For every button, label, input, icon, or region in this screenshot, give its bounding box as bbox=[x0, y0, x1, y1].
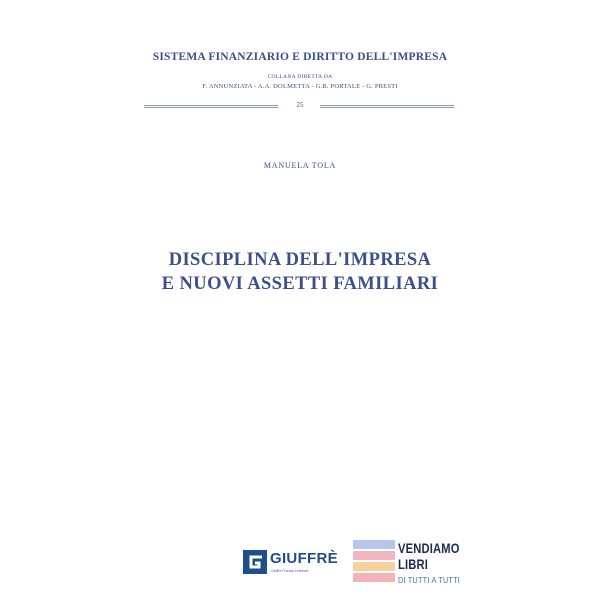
book-cover bbox=[120, 30, 480, 600]
divider-left bbox=[144, 105, 278, 108]
divider-right bbox=[320, 105, 454, 108]
book-stripe bbox=[353, 573, 395, 582]
seller-badge-line-1: VENDIAMO bbox=[398, 540, 460, 556]
book-title bbox=[120, 248, 480, 296]
book-title-line-1: DISCIPLINA DELL'IMPRESA bbox=[168, 250, 432, 270]
book-stripe bbox=[353, 562, 395, 571]
seller-badge-tagline: DI TUTTI A TUTTI bbox=[398, 575, 461, 585]
publisher-logo bbox=[243, 548, 348, 580]
book-stripe bbox=[353, 551, 395, 560]
series-title: SISTEMA FINANZIARIO E DIRITTO DELL'IMPRESA bbox=[152, 51, 448, 63]
book-title-line-2: E NUOVI ASSETTI FAMILIARI bbox=[161, 274, 439, 294]
publisher-name: GIUFFRÈ bbox=[270, 550, 338, 567]
seller-badge bbox=[350, 535, 490, 595]
author-name: MANUELA TOLA bbox=[263, 161, 337, 170]
books-stack-icon bbox=[353, 540, 395, 584]
seller-badge-line-2: LIBRI bbox=[398, 556, 429, 572]
volume-number: 25 bbox=[296, 101, 304, 109]
book-stripe bbox=[353, 540, 395, 549]
series-editors: F. ANNUNZIATA - A.A. DOLMETTA - G.B. PORTALE - G. PRESTI bbox=[202, 83, 398, 90]
series-editors-label: COLLANA DIRETTA DA bbox=[267, 74, 333, 80]
publisher-mark-icon bbox=[243, 550, 267, 574]
publisher-tagline: Giuffrè Francis Lefebvre bbox=[271, 569, 309, 573]
